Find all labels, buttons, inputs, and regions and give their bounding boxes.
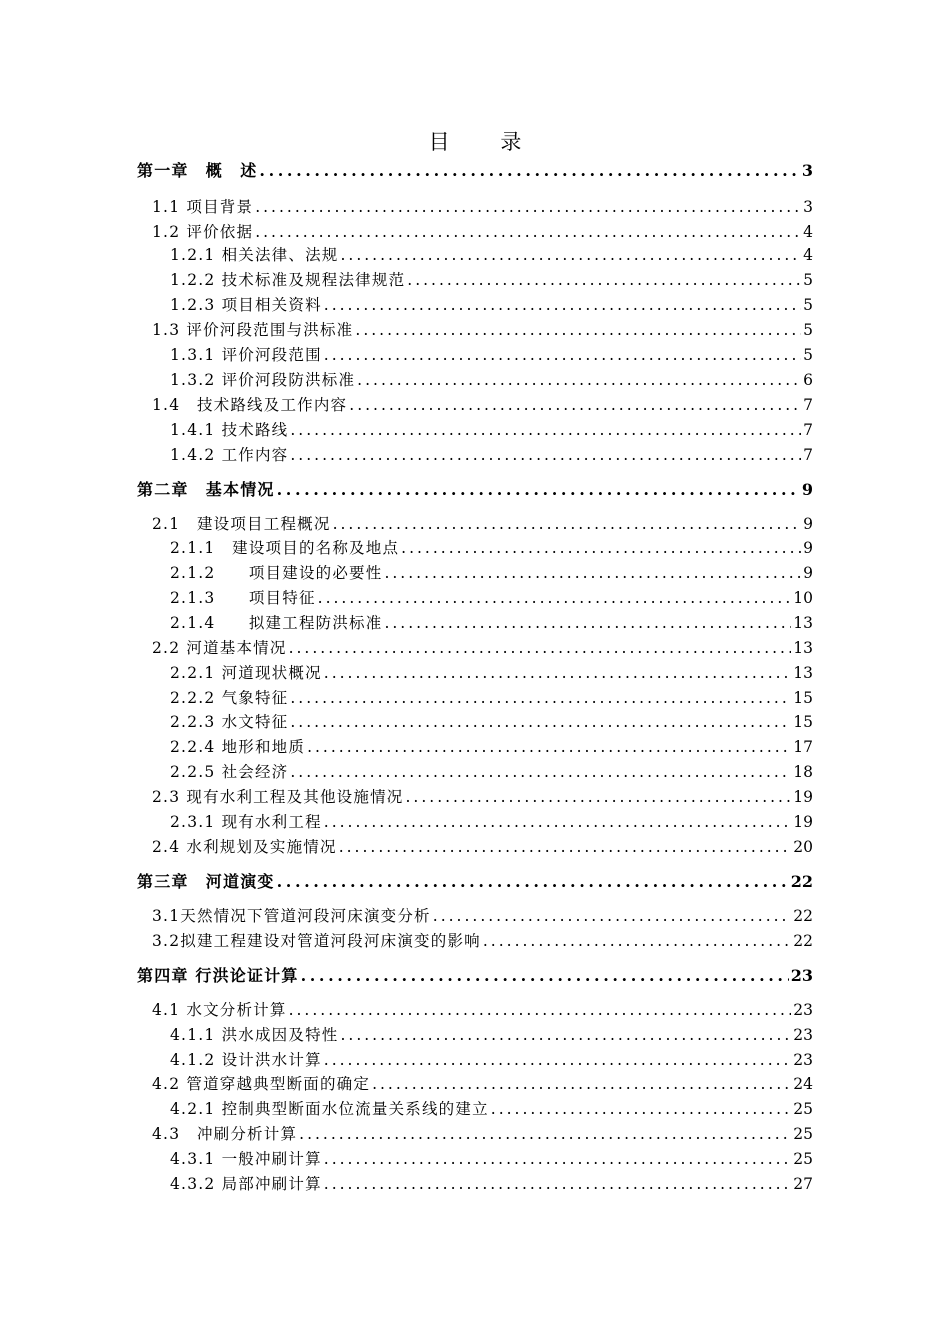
toc-entry-title: 1.3.2 评价河段防洪标准 [170, 371, 356, 389]
toc-page-number: 5 [803, 271, 813, 289]
dot-leader [491, 1099, 791, 1119]
toc-page-number: 19 [793, 813, 813, 831]
dot-leader [259, 161, 799, 181]
dot-leader [407, 270, 801, 290]
toc-entry[interactable] [0, 1074, 813, 1094]
toc-entry[interactable] [0, 563, 813, 583]
toc-page-number: 23 [793, 1001, 813, 1019]
toc-entry-title: 4.1.1 洪水成因及特性 [170, 1026, 339, 1044]
dot-leader [289, 638, 792, 658]
toc-entry[interactable] [0, 812, 813, 832]
toc-page-number: 27 [793, 1175, 813, 1193]
toc-page-number: 22 [793, 907, 813, 925]
toc-chapter-entry[interactable] [0, 480, 813, 500]
toc-entry-title: 1.4.2 工作内容 [170, 446, 289, 464]
dot-leader [405, 787, 791, 807]
dot-leader [301, 966, 789, 986]
toc-chapter-entry[interactable] [0, 966, 813, 986]
toc-entry-title: 1.4 技术路线及工作内容 [152, 396, 348, 414]
toc-page-number: 7 [803, 396, 813, 414]
toc-entry-title: 第三章 河道演变 [137, 872, 275, 891]
toc-entry-title: 2.2 河道基本情况 [152, 639, 287, 657]
toc-page-number: 19 [793, 788, 813, 806]
toc-page-number: 5 [803, 321, 813, 339]
toc-entry[interactable] [0, 395, 813, 415]
dot-leader [324, 1174, 791, 1194]
toc-entry-title: 2.1.2 项目建设的必要性 [170, 564, 383, 582]
toc-page-number: 24 [793, 1075, 813, 1093]
toc-entry[interactable] [0, 688, 813, 708]
dot-leader [357, 370, 801, 390]
toc-page-number: 25 [793, 1125, 813, 1143]
dot-leader [290, 712, 791, 732]
toc-page-number: 9 [803, 539, 813, 557]
toc-page-number: 3 [803, 198, 813, 216]
toc-entry-title: 2.1.4 拟建工程防洪标准 [170, 614, 383, 632]
dot-leader [290, 420, 801, 440]
toc-entry[interactable] [0, 931, 813, 951]
toc-entry-title: 4.2.1 控制典型断面水位流量关系线的建立 [170, 1100, 489, 1118]
toc-entry-title: 2.3 现有水利工程及其他设施情况 [152, 788, 404, 806]
page-title: 目 录 [428, 130, 544, 154]
toc-entry[interactable] [0, 1149, 813, 1169]
toc-entry-title: 2.2.5 社会经济 [170, 763, 289, 781]
toc-entry-title: 4.3 冲刷分析计算 [152, 1125, 298, 1143]
toc-entry-title: 4.3.2 局部冲刷计算 [170, 1175, 322, 1193]
dot-leader [307, 737, 791, 757]
toc-entry-title: 1.4.1 技术路线 [170, 421, 289, 439]
toc-entry-title: 2.1 建设项目工程概况 [152, 515, 331, 533]
toc-entry[interactable] [0, 613, 813, 633]
toc-entry[interactable] [0, 663, 813, 683]
toc-page-number: 23 [793, 1051, 813, 1069]
dot-leader [324, 812, 791, 832]
toc-entry[interactable] [0, 1124, 813, 1144]
toc-entry[interactable] [0, 1099, 813, 1119]
toc-entry[interactable] [0, 445, 813, 465]
dot-leader [483, 931, 791, 951]
toc-entry-title: 3.2拟建工程建设对管道河段河床演变的影响 [152, 932, 481, 950]
toc-entry-title: 第一章 概 述 [137, 161, 258, 180]
toc-page-number: 13 [793, 664, 813, 682]
toc-entry-title: 1.1 项目背景 [152, 198, 254, 216]
dot-leader [277, 872, 789, 892]
dot-leader [324, 345, 801, 365]
dot-leader [355, 320, 801, 340]
dot-leader [401, 538, 801, 558]
toc-entry-title: 第二章 基本情况 [137, 480, 275, 499]
dot-leader [324, 663, 791, 683]
toc-entry-title: 4.3.1 一般冲刷计算 [170, 1150, 322, 1168]
toc-page-number: 9 [801, 480, 813, 499]
toc-page-number: 9 [803, 564, 813, 582]
dot-leader [324, 1149, 791, 1169]
toc-entry-title: 1.3 评价河段范围与洪标准 [152, 321, 354, 339]
toc-entry-title: 2.2.3 水文特征 [170, 713, 289, 731]
toc-page-number: 7 [803, 421, 813, 439]
dot-leader [324, 1050, 791, 1070]
toc-page-number: 7 [803, 446, 813, 464]
toc-chapter-entry[interactable] [0, 872, 813, 892]
toc-page-number: 4 [803, 246, 813, 264]
toc-entry[interactable] [0, 222, 813, 242]
toc-entry[interactable] [0, 737, 813, 757]
dot-leader [289, 1000, 792, 1020]
toc-page-number: 22 [793, 932, 813, 950]
toc-entry-title: 1.2.1 相关法律、法规 [170, 246, 339, 264]
dot-leader [318, 588, 792, 608]
toc-page-number: 13 [793, 639, 813, 657]
toc-entry[interactable] [0, 762, 813, 782]
toc-entry[interactable] [0, 197, 813, 217]
toc-entry[interactable] [0, 320, 813, 340]
toc-page-number: 23 [793, 1026, 813, 1044]
toc-page-number: 22 [790, 872, 813, 891]
toc-entry[interactable] [0, 837, 813, 857]
toc-entry[interactable] [0, 514, 813, 534]
dot-leader [290, 445, 801, 465]
toc-page-number: 10 [793, 589, 813, 607]
toc-page-number: 15 [793, 713, 813, 731]
dot-leader [349, 395, 801, 415]
toc-page-number: 3 [801, 161, 813, 180]
toc-entry-title: 1.2 评价依据 [152, 223, 254, 241]
toc-entry-title: 1.2.2 技术标准及规程法律规范 [170, 271, 406, 289]
dot-leader [433, 906, 792, 926]
dot-leader [372, 1074, 791, 1094]
toc-entry[interactable] [0, 712, 813, 732]
toc-page-number: 5 [803, 296, 813, 314]
toc-page-number: 15 [793, 689, 813, 707]
toc-entry-title: 2.2.4 地形和地质 [170, 738, 306, 756]
toc-page-number: 5 [803, 346, 813, 364]
dot-leader [290, 762, 791, 782]
toc-page-number: 23 [790, 966, 813, 985]
toc-entry-title: 4.2 管道穿越典型断面的确定 [152, 1075, 371, 1093]
toc-page-number: 20 [793, 838, 813, 856]
dot-leader [290, 688, 791, 708]
toc-entry[interactable] [0, 1174, 813, 1194]
dot-leader [384, 563, 801, 583]
toc-entry-title: 1.3.1 评价河段范围 [170, 346, 322, 364]
toc-entry-title: 4.1 水文分析计算 [152, 1001, 287, 1019]
toc-entry[interactable] [0, 295, 813, 315]
toc-entry-title: 2.3.1 现有水利工程 [170, 813, 322, 831]
toc-page-number: 25 [793, 1100, 813, 1118]
toc-entry-title: 2.2.2 气象特征 [170, 689, 289, 707]
toc-page-number: 9 [803, 515, 813, 533]
toc-entry-title: 4.1.2 设计洪水计算 [170, 1051, 322, 1069]
toc-entry[interactable] [0, 538, 813, 558]
toc-entry-title: 2.2.1 河道现状概况 [170, 664, 322, 682]
toc-entry[interactable] [0, 1025, 813, 1045]
toc-entry[interactable] [0, 588, 813, 608]
toc-chapter-entry[interactable] [0, 161, 813, 181]
dot-leader [299, 1124, 791, 1144]
toc-entry-title: 2.1.1 建设项目的名称及地点 [170, 539, 400, 557]
dot-leader [333, 514, 801, 534]
toc-entry[interactable] [0, 906, 813, 926]
toc-entry[interactable] [0, 420, 813, 440]
toc-page-number: 17 [793, 738, 813, 756]
toc-entry[interactable] [0, 345, 813, 365]
toc-entry[interactable] [0, 245, 813, 265]
toc-entry[interactable] [0, 370, 813, 390]
toc-page-number: 25 [793, 1150, 813, 1168]
toc-entry-title: 2.1.3 项目特征 [170, 589, 316, 607]
toc-entry[interactable] [0, 638, 813, 658]
toc-entry-title: 第四章 行洪论证计算 [137, 966, 299, 985]
dot-leader [384, 613, 791, 633]
toc-page-number: 4 [803, 223, 813, 241]
toc-entry[interactable] [0, 1050, 813, 1070]
toc-entry[interactable] [0, 787, 813, 807]
dot-leader [255, 222, 801, 242]
dot-leader [340, 1025, 791, 1045]
toc-entry[interactable] [0, 270, 813, 290]
toc-page-number: 18 [793, 763, 813, 781]
toc-page-number: 6 [803, 371, 813, 389]
toc-entry-title: 1.2.3 项目相关资料 [170, 296, 322, 314]
toc-page-number: 13 [793, 614, 813, 632]
dot-leader [340, 245, 801, 265]
dot-leader [255, 197, 801, 217]
toc-entry[interactable] [0, 1000, 813, 1020]
dot-leader [339, 837, 792, 857]
toc-entry-title: 2.4 水利规划及实施情况 [152, 838, 337, 856]
dot-leader [277, 480, 800, 500]
dot-leader [324, 295, 801, 315]
toc-entry-title: 3.1天然情况下管道河段河床演变分析 [152, 907, 431, 925]
